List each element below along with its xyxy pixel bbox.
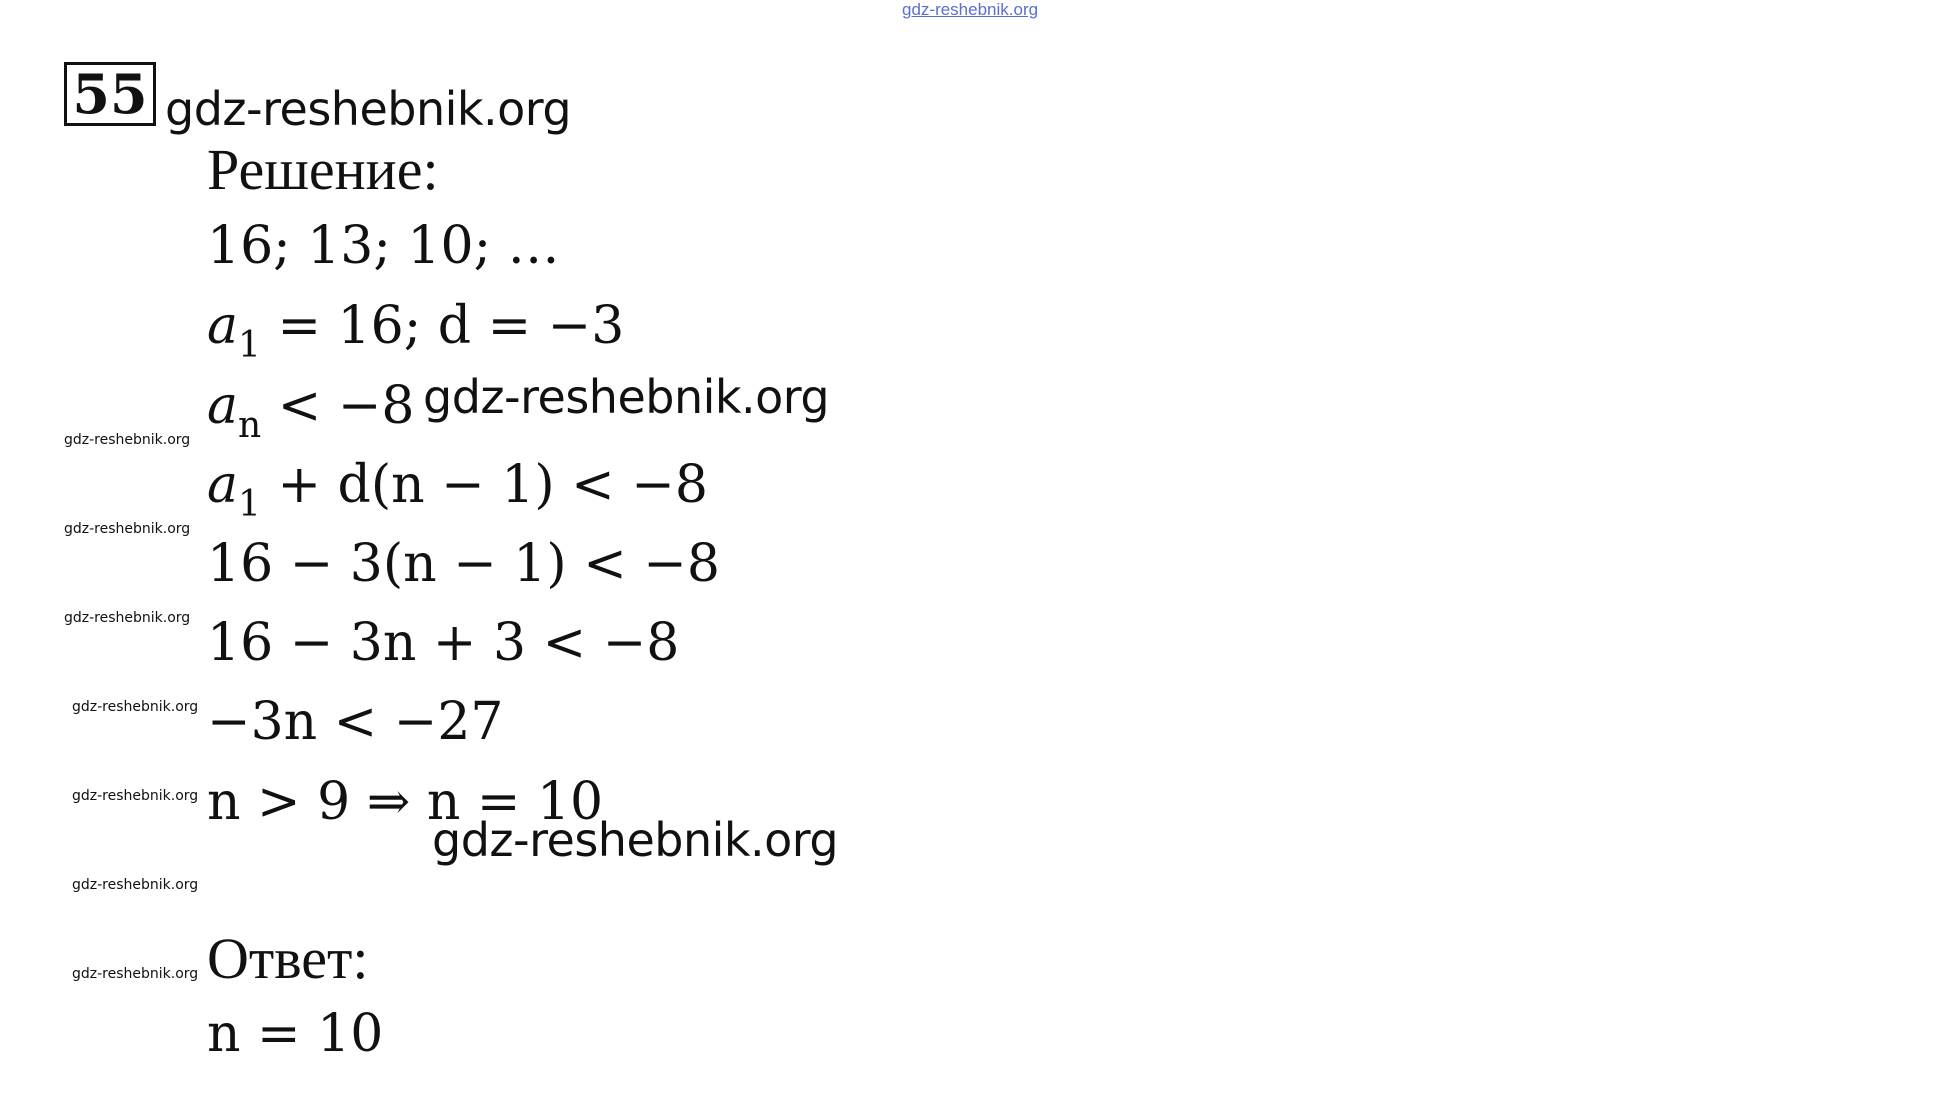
result-line: n > 9 ⇒ n = 10 (207, 772, 604, 832)
site-watermark-bottom: gdz-reshebnik.org (432, 813, 839, 867)
term-symbol: a (207, 376, 239, 436)
sequence-line: 16; 13; 10; … (207, 216, 560, 276)
site-watermark-header: gdz-reshebnik.org (165, 82, 572, 136)
term-index: 1 (238, 325, 261, 366)
side-watermark: gdz-reshebnik.org (72, 699, 199, 715)
condition-rest: < −8 (261, 376, 415, 436)
first-term-line (207, 296, 625, 366)
task-number-box: 55 (64, 62, 156, 126)
side-watermark: gdz-reshebnik.org (72, 966, 199, 982)
side-watermark: gdz-reshebnik.org (64, 610, 191, 626)
term-symbol: a (207, 455, 239, 515)
site-watermark-middle: gdz-reshebnik.org (423, 370, 830, 424)
term-index: 1 (238, 484, 261, 525)
simplify-line: −3n < −27 (207, 692, 504, 752)
first-term-rest: = 16; d = −3 (260, 296, 625, 356)
top-watermark-link[interactable]: gdz-reshebnik.org (902, 0, 1039, 19)
side-watermark: gdz-reshebnik.org (72, 877, 199, 893)
substitution-line: 16 − 3(n − 1) < −8 (207, 534, 720, 594)
solution-heading: Решение: (207, 137, 439, 202)
condition-line (207, 376, 415, 446)
side-watermark: gdz-reshebnik.org (64, 432, 191, 448)
formula-line (207, 455, 708, 525)
answer-heading: Ответ: (207, 926, 369, 991)
term-symbol: a (207, 296, 239, 356)
side-watermark: gdz-reshebnik.org (64, 521, 191, 537)
expansion-line: 16 − 3n + 3 < −8 (207, 613, 680, 673)
term-index: n (238, 405, 262, 446)
answer-value: n = 10 (207, 1004, 384, 1064)
formula-rest: + d(n − 1) < −8 (260, 455, 708, 515)
side-watermark: gdz-reshebnik.org (72, 788, 199, 804)
